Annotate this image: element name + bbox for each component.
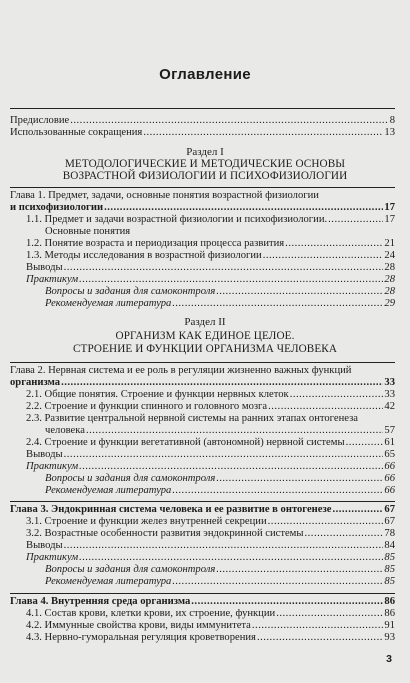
toc-entry-page: 13: [384, 127, 395, 138]
toc-entry: [26, 540, 395, 552]
part-heading: ВОЗРАСТНОЙ ФИЗИОЛОГИИ И ПСИХОФИЗИОЛОГИИ: [62, 170, 348, 182]
divider: [10, 108, 395, 109]
toc-entry: [26, 401, 395, 413]
toc-entry: [26, 461, 395, 473]
toc-entry-text: Вопросы и задания для самоконтроля: [45, 564, 216, 575]
part-label: Раздел I: [186, 146, 224, 158]
toc-entry: [26, 214, 395, 226]
toc-entry-page: 24: [384, 250, 395, 261]
toc-entry-text: человека: [45, 425, 85, 436]
toc-entry: [26, 262, 395, 274]
toc-entry: [45, 286, 395, 298]
toc-entry: [26, 274, 395, 286]
toc-entry-page: 85: [384, 552, 395, 563]
toc-entry: [45, 485, 395, 497]
toc-entry-text: Практикум: [26, 274, 79, 285]
toc-entry-text: Практикум: [26, 461, 79, 472]
toc-entry-page: 91: [384, 620, 395, 631]
toc-entry: [45, 576, 395, 588]
toc-entry: [26, 250, 395, 262]
chapter-title-text: организма: [10, 377, 61, 388]
toc-entry: [45, 226, 395, 238]
toc-entry-page: 28: [384, 286, 395, 297]
toc-entry-page: 78: [384, 528, 395, 539]
toc-entry-page: 28: [384, 274, 395, 285]
toc-entry-text: 1.2. Понятие возраста и периодизация процесса развития: [26, 238, 285, 249]
toc-entry-page: 67: [384, 516, 395, 527]
part-heading: СТРОЕНИЕ И ФУНКЦИИ ОРГАНИЗМА ЧЕЛОВЕКА: [72, 343, 338, 355]
chapter-title-text: и психофизиологии: [10, 202, 104, 213]
toc-entry-text: Основные понятия: [45, 226, 131, 237]
part-heading: МЕТОДОЛОГИЧЕСКИЕ И МЕТОДИЧЕСКИЕ ОСНОВЫ: [64, 158, 346, 170]
chapter-page: 17: [384, 202, 395, 213]
toc-entry-page: 93: [384, 632, 395, 643]
toc-entry: [45, 298, 395, 310]
toc-entry-page: 84: [384, 540, 395, 551]
toc-entry-text: 4.2. Иммунные свойства крови, виды иммунитета: [26, 620, 251, 631]
chapter-page: 86: [384, 596, 395, 607]
toc-entry-page: 66: [384, 485, 395, 496]
toc-entry: [26, 449, 395, 461]
part-label: Раздел II: [184, 316, 226, 328]
toc-entry-text: Выводы: [26, 262, 63, 273]
toc-entry: [26, 413, 395, 425]
toc-entry-page: 8: [389, 115, 395, 126]
chapter-title: [10, 365, 395, 377]
toc-entry: [26, 516, 395, 528]
toc-entry-text: Вопросы и задания для самоконтроля: [45, 473, 216, 484]
toc-entry-page: 21: [384, 238, 395, 249]
toc-entry-text: 2.2. Строение и функции спинного и головного мозга: [26, 401, 268, 412]
toc-entry-text: Практикум: [26, 552, 79, 563]
toc-entry-text: 2.1. Общие понятия. Строение и функции нервных клеток: [26, 389, 289, 400]
toc-entry-text: 3.1. Строение и функции желез внутренней секреции: [26, 516, 267, 527]
toc-entry: [26, 389, 395, 401]
toc-entry-text: Вопросы и задания для самоконтроля: [45, 286, 216, 297]
toc-entry-text: Рекомендуемая литература: [45, 485, 172, 496]
toc-entry-page: 85: [384, 576, 395, 587]
chapter-title: [10, 596, 395, 608]
toc-entry-text: 2.3. Развитие центральной нервной системы на ранних этапах онтогенеза: [26, 413, 358, 424]
toc-entry-text: 2.4. Строение и функции вегетативной (автономной) нервной системы: [26, 437, 345, 448]
chapter-title-text: Глава 1. Предмет, задачи, основные понятия возрастной физиологии: [10, 190, 319, 201]
divider: [10, 593, 395, 594]
toc-entry: [26, 552, 395, 564]
toc-entry-text: Рекомендуемая литература: [45, 298, 172, 309]
toc-entry-page: 66: [384, 473, 395, 484]
toc-entry-page: 65: [384, 449, 395, 460]
toc-entry-text: 1.1. Предмет и задачи возрастной физиологии и психофизиологии.: [26, 214, 328, 225]
toc-entry: [45, 564, 395, 576]
divider: [10, 187, 395, 188]
toc-entry-page: 33: [384, 389, 395, 400]
toc-entry: [45, 425, 395, 437]
chapter-title: [10, 504, 395, 516]
toc-entry-text: 4.3. Нервно-гуморальная регуляция кроветворения: [26, 632, 256, 643]
chapter-page: 33: [384, 377, 395, 388]
toc-entry-text: 4.1. Состав крови, клетки крови, их строение, функции: [26, 608, 276, 619]
chapter-title: [10, 202, 395, 214]
toc-entry-text: 1.3. Методы исследования в возрастной физиологии: [26, 250, 262, 261]
toc-entry-text: Выводы: [26, 449, 63, 460]
toc-entry: [26, 620, 395, 632]
divider: [10, 501, 395, 502]
divider: [10, 362, 395, 363]
part-heading: ОРГАНИЗМ КАК ЕДИНОЕ ЦЕЛОЕ.: [115, 330, 295, 342]
chapter-page: 67: [384, 504, 395, 515]
toc-entry: [26, 238, 395, 250]
toc-entry: [26, 528, 395, 540]
toc-entry-text: 3.2. Возрастные особенности развития эндокринной системы: [26, 528, 304, 539]
chapter-title: [10, 190, 395, 202]
toc-entry-text: Предисловие: [10, 115, 70, 126]
toc-entry: [26, 608, 395, 620]
toc-entry-page: 17: [384, 214, 395, 225]
toc-entry-page: 86: [384, 608, 395, 619]
chapter-title-text: Глава 2. Нервная система и ее роль в регуляции жизненно важных функций: [10, 365, 352, 376]
toc-entry: [26, 632, 395, 644]
toc-entry-page: 66: [384, 461, 395, 472]
toc-entry-page: 42: [384, 401, 395, 412]
toc-entry: [45, 473, 395, 485]
toc-entry: [26, 437, 395, 449]
page-title: Оглавление: [159, 66, 251, 83]
toc-entry-page: 61: [384, 437, 395, 448]
toc-entry: [10, 127, 395, 139]
toc-entry-page: 28: [384, 262, 395, 273]
page-number: 3: [386, 653, 392, 665]
toc-entry-page: 29: [384, 298, 395, 309]
chapter-title-text: Глава 4. Внутренняя среда организма: [10, 596, 191, 607]
toc-entry-page: 57: [384, 425, 395, 436]
toc-entry-text: Рекомендуемая литература: [45, 576, 172, 587]
chapter-title: [10, 377, 395, 389]
toc-entry-text: Выводы: [26, 540, 63, 551]
toc-entry: [10, 115, 395, 127]
toc-entry-page: 85: [384, 564, 395, 575]
chapter-title-text: Глава 3. Эндокринная система человека и ее развитие в онтогенезе: [10, 504, 332, 515]
toc-entry-text: Использованные сокращения: [10, 127, 143, 138]
